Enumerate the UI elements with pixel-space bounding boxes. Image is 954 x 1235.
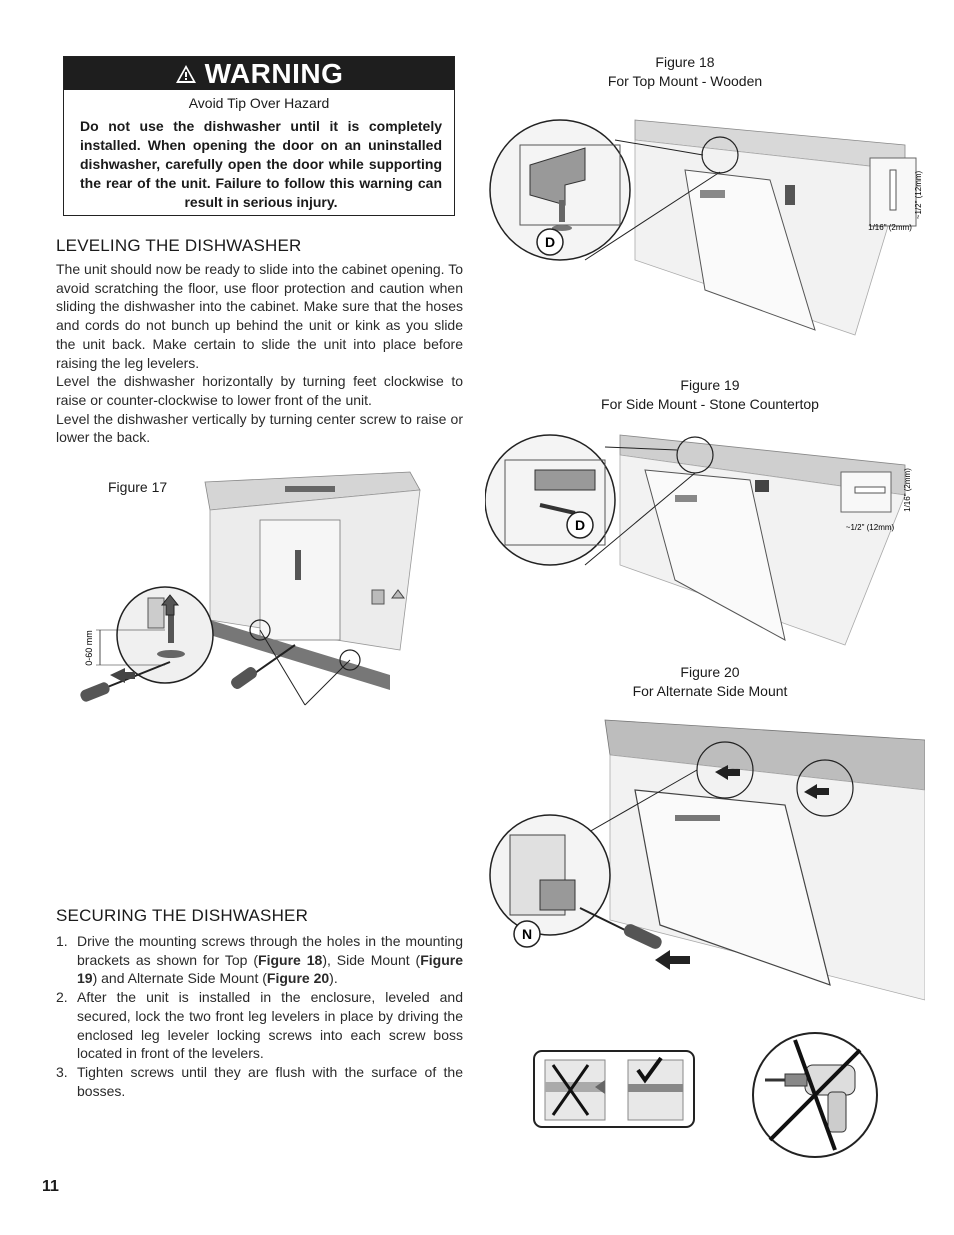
- warning-box: [63, 56, 455, 216]
- warning-text: Do not use the dishwasher until it is completely installed. When opening the door on an uninstalled dishwasher, carefully open the door while supporting the rear of the unit. Failure to follow this warning can result in serious injury.: [80, 118, 442, 210]
- warning-triangle-icon: [175, 64, 197, 84]
- figure-20-caption: [590, 663, 830, 701]
- list-item-text: After the unit is installed in the enclosure, leveled and secured, lock the two front leg levelers in place by driving the enclosed leg leveler locking screws into each screw boss located in front of the levelers.: [77, 989, 463, 1062]
- figure-19-illustration: [485, 425, 925, 655]
- figure-19-caption: [560, 376, 860, 414]
- arrow-icon: [110, 668, 135, 683]
- warning-header: [64, 57, 454, 90]
- figure-17-illustration: [70, 450, 470, 710]
- leveling-paragraph: Level the dishwasher horizontally by turning feet clockwise to raise or counter-clockwise to lower front of the unit.: [56, 373, 463, 408]
- figure-18-title: Figure 18: [655, 54, 715, 70]
- figure-reference: Figure 18: [258, 951, 323, 968]
- list-item-text: ).: [329, 970, 338, 987]
- figure-17-dimension-label: 0-60 mm: [84, 630, 94, 666]
- list-item-text: ) and Alternate Side Mount (: [92, 970, 267, 987]
- figure-17-caption: Figure 17: [108, 479, 168, 495]
- warning-title: WARNING: [204, 57, 344, 89]
- figure-18-dim-horizontal: 1/16" (2mm): [868, 223, 912, 232]
- figure-18-caption: [585, 53, 785, 91]
- figure-19-dim-horizontal: ~1/2" (12mm): [845, 523, 895, 532]
- figure-19-dim-vertical: 1/16" (2mm): [903, 468, 912, 512]
- list-item-number: 2.: [56, 989, 68, 1006]
- list-item-text: ), Side Mount (: [322, 951, 421, 968]
- figure-18-dim-vertical: ~1/2" (12mm): [914, 170, 923, 220]
- figure-18-subtitle: For Top Mount - Wooden: [607, 73, 763, 89]
- securing-heading: SECURING THE DISHWASHER: [56, 906, 309, 925]
- figure-20-illustration: [485, 710, 925, 1010]
- screwdriver-icon: [229, 645, 295, 691]
- list-item: [56, 1063, 463, 1100]
- leveling-paragraph: The unit should now be ready to slide into the cabinet opening. To avoid scratching the floor, use floor protection and caution when sliding the dishwasher into the cabinet. Make sure that the hoses and cords do not bunch up behind the unit or kink as you slide the unit back. Make certain to slide the unit into place before raising the leg levelers.: [56, 261, 463, 371]
- list-item-number: 3.: [56, 1063, 68, 1080]
- figure-19-subtitle: For Side Mount - Stone Countertop: [601, 396, 819, 412]
- no-drill-sign: [750, 1030, 880, 1160]
- warning-subtitle: Avoid Tip Over Hazard: [188, 95, 330, 111]
- figure-19-callout: D: [574, 517, 586, 533]
- leveling-heading: LEVELING THE DISHWASHER: [56, 236, 302, 255]
- list-item-text: Tighten screws until they are flush with the surface of the bosses.: [77, 1063, 463, 1099]
- figure-19-title: Figure 19: [680, 377, 740, 393]
- figure-18-callout: D: [544, 234, 556, 250]
- figure-reference: Figure 19: [77, 951, 463, 987]
- list-item-number: 1.: [56, 933, 68, 949]
- securing-list: [56, 932, 463, 1100]
- figure-reference: Figure 20: [266, 970, 330, 987]
- list-item: [56, 988, 463, 1063]
- list-item: [56, 932, 463, 988]
- page-number: 11: [42, 1178, 59, 1195]
- figure-20-callout: N: [521, 926, 533, 942]
- figure-18-illustration: [485, 110, 925, 340]
- figure-20-title: Figure 20: [680, 664, 740, 680]
- figure-20-subtitle: For Alternate Side Mount: [632, 683, 788, 699]
- leveling-body: [56, 260, 463, 447]
- leveling-paragraph: Level the dishwasher vertically by turning center screw to raise or lower the back.: [56, 410, 463, 446]
- arrow-icon: [655, 950, 690, 970]
- screw-flush-comparison: [533, 1050, 695, 1130]
- list-item-text: Drive the mounting screws through the holes in the mounting brackets as shown for Top (: [77, 933, 463, 968]
